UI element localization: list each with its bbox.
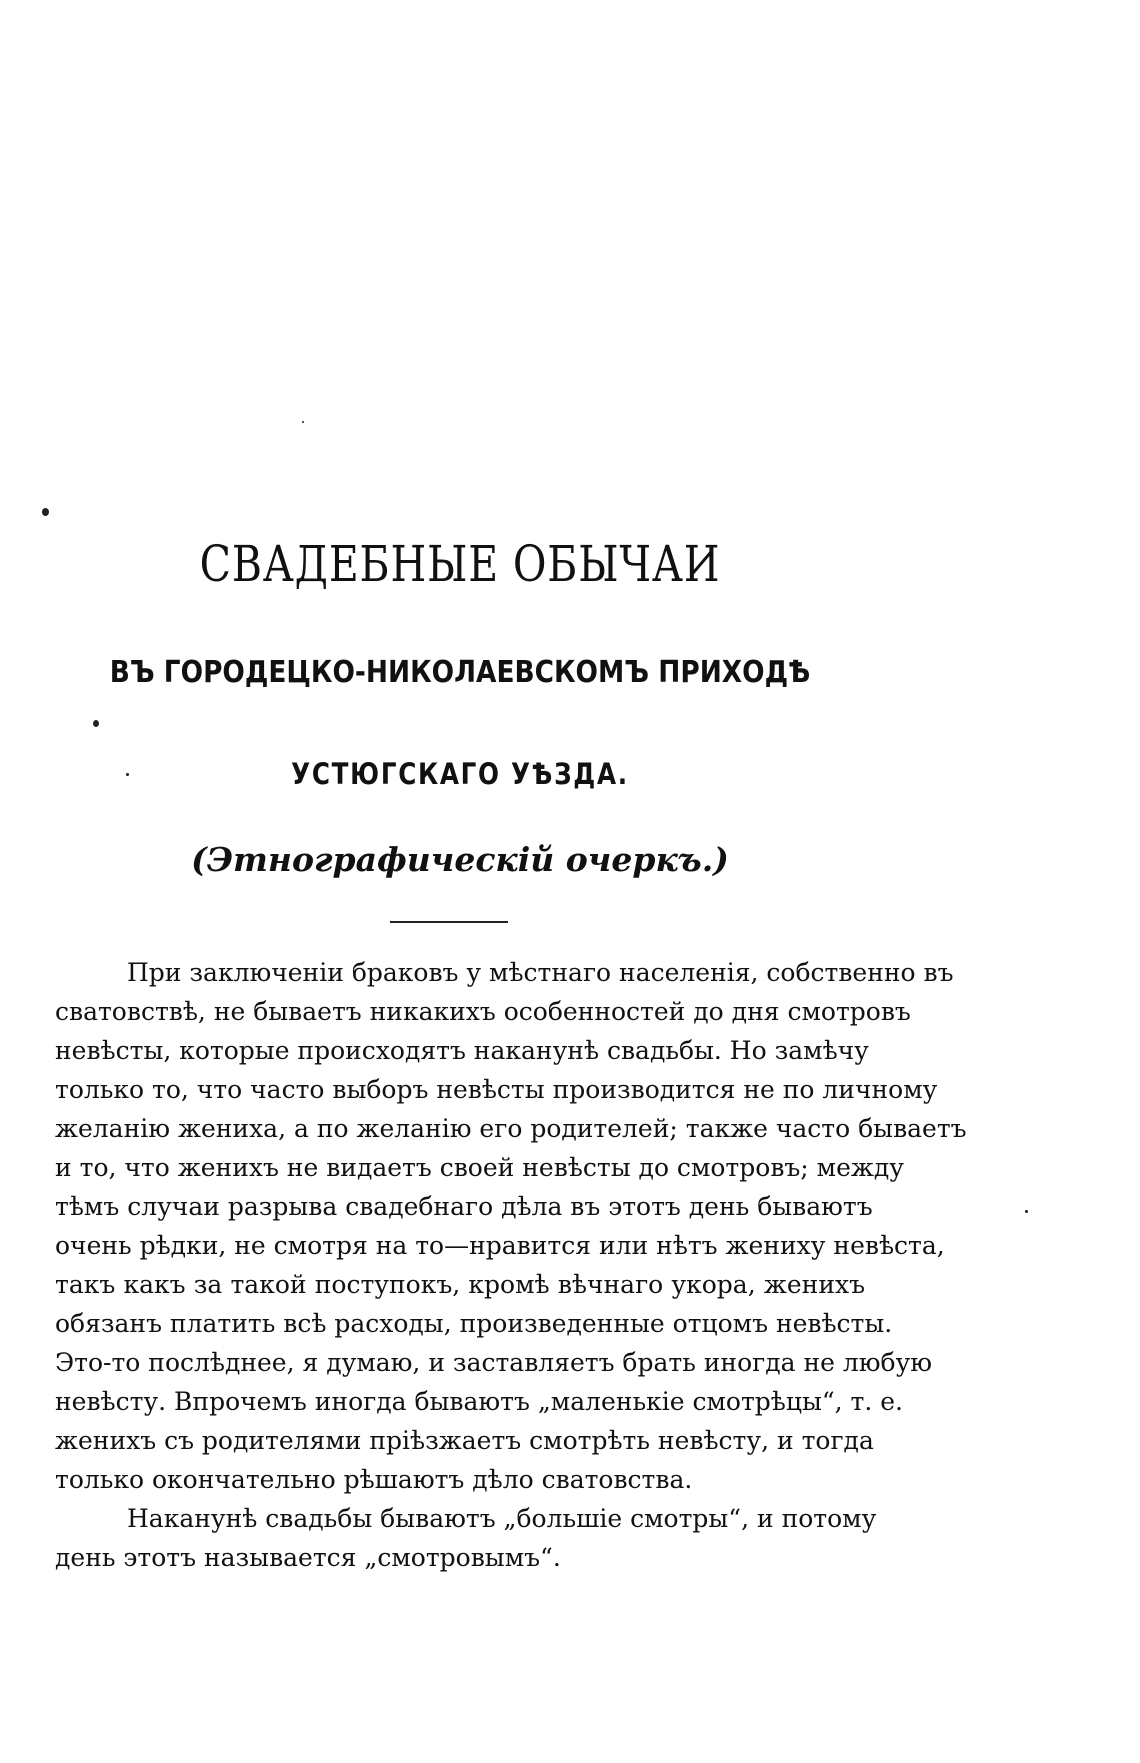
text-line: невѣсту. Впрочемъ иногда бываютъ „маленькіе смотрѣцы“, т. е. xyxy=(55,1387,903,1416)
title-district: УСТЮГСКАГО УѢЗДА. xyxy=(291,757,629,791)
paragraph-1 xyxy=(55,953,967,1499)
text-line: Это-то послѣднее, я думаю, и заставляетъ брать иногда не любую xyxy=(55,1348,933,1377)
text-line: только то, что часто выборъ невѣсты производится не по личному xyxy=(55,1075,938,1104)
text-line: день этотъ называется „смотровымъ“. xyxy=(55,1543,561,1572)
scan-speck xyxy=(126,773,129,776)
title-genre: (Этнографическій очеркъ.) xyxy=(191,840,729,879)
body-text xyxy=(55,953,967,1577)
text-line: сватовствѣ, не бываетъ никакихъ особенностей до дня смотровъ xyxy=(55,997,911,1026)
text-line: При заключеніи браковъ у мѣстнаго населенія, собственно въ xyxy=(127,958,954,987)
text-line: желанію жениха, а по желанію его родителей; также часто бываетъ xyxy=(55,1114,967,1143)
scan-speck xyxy=(42,508,49,516)
scan-speck xyxy=(93,720,99,727)
text-line: женихъ съ родителями пріѣзжаетъ смотрѣть невѣсту, и тогда xyxy=(55,1426,874,1455)
text-line: только окончательно рѣшаютъ дѣло сватовства. xyxy=(55,1465,693,1494)
title-parish: ВЪ ГОРОДЕЦКО-НИКОЛАЕВСКОМЪ ПРИХОДѢ xyxy=(109,655,811,690)
page-title: СВАДЕБНЫЕ ОБЫЧАИ xyxy=(199,535,721,593)
scan-speck xyxy=(302,421,304,423)
text-line: обязанъ платить всѣ расходы, произведенные отцомъ невѣсты. xyxy=(55,1309,893,1338)
scan-speck xyxy=(1025,1210,1028,1213)
title-divider xyxy=(390,921,508,923)
text-line: Наканунѣ свадьбы бываютъ „большіе смотры“, и потому xyxy=(127,1504,877,1533)
text-line: тѣмъ случаи разрыва свадебнаго дѣла въ этотъ день бываютъ xyxy=(55,1192,873,1221)
text-line: такъ какъ за такой поступокъ, кромѣ вѣчнаго укора, женихъ xyxy=(55,1270,865,1299)
text-line: и то, что женихъ не видаетъ своей невѣсты до смотровъ; между xyxy=(55,1153,905,1182)
text-line: очень рѣдки, не смотря на то—нравится или нѣтъ жениху невѣста, xyxy=(55,1231,945,1260)
paragraph-2 xyxy=(55,1499,877,1577)
text-line: невѣсты, которые происходятъ наканунѣ свадьбы. Но замѣчу xyxy=(55,1036,869,1065)
